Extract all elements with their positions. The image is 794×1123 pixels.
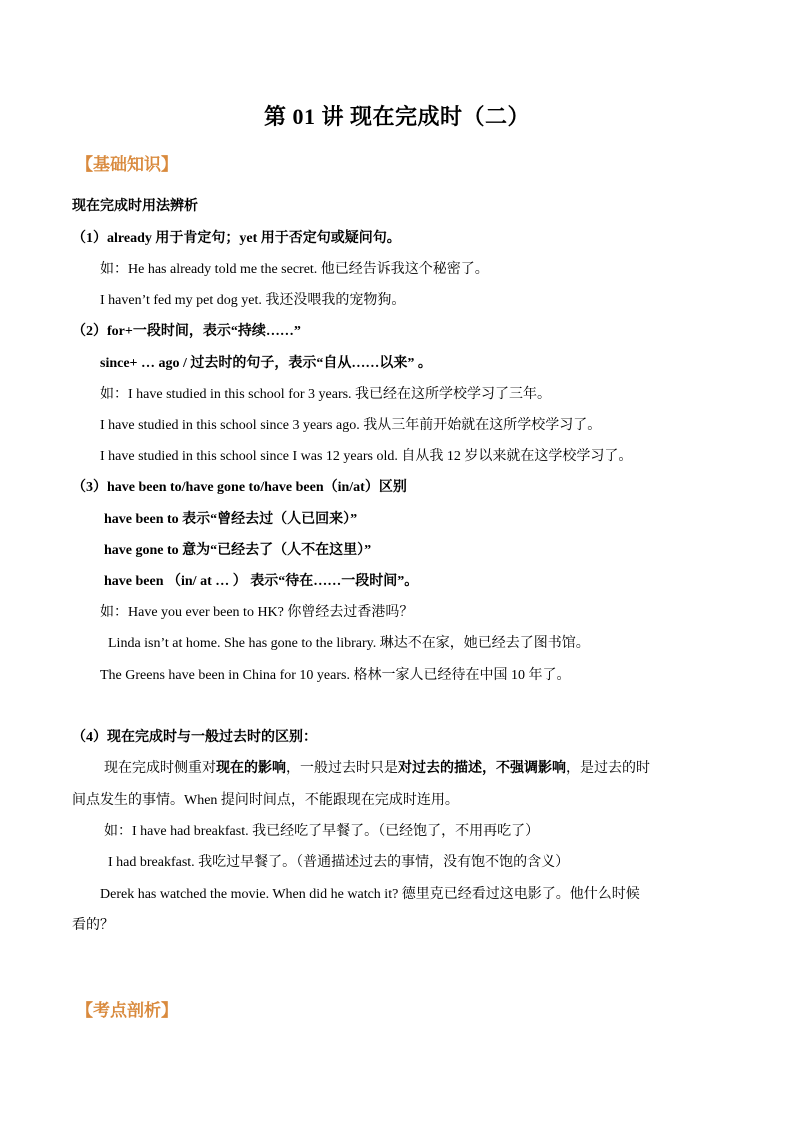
point-4-example-2: I had breakfast. 我吃过早餐了。（普通描述过去的事情，没有饱不饱的含义） — [108, 855, 570, 870]
point-2-heading: （2）for+一段时间，表示“持续……” — [72, 324, 301, 339]
point-3-heading: （3）have been to/have gone to/have been（in/at）区别 — [72, 480, 407, 495]
para-text-a: 现在完成时侧重对 — [104, 761, 216, 776]
section-heading-exam: 【考点剖析】 — [76, 1001, 178, 1021]
page-title: 第 01 讲 现在完成时（二） — [263, 104, 530, 129]
point-3-def-been-to: have been to 表示“曾经去过（人已回来）” — [104, 512, 358, 527]
point-1-heading: （1）already 用于肯定句；yet 用于否定句或疑问句。 — [72, 231, 401, 246]
point-3-example-2: Linda isn’t at home. She has gone to the library. 琳达不在家，她已经去了图书馆。 — [108, 636, 590, 651]
point-4-paragraph-line-2: 间点发生的事情。When 提问时间点，不能跟现在完成时连用。 — [72, 793, 459, 808]
point-1-example-2: I haven’t fed my pet dog yet. 我还没喂我的宠物狗。 — [100, 293, 406, 308]
point-2-since-rule: since+ … ago / 过去时的句子，表示“自从……以来” 。 — [100, 356, 432, 371]
point-3-example-1: 如：Have you ever been to HK? 你曾经去过香港吗？ — [100, 605, 414, 620]
para-text-e: ，是过去的时 — [566, 761, 650, 776]
para-text-c: ，一般过去时只是 — [286, 761, 398, 776]
point-2-example-1: 如：I have studied in this school for 3 years. 我已经在这所学校学习了三年。 — [100, 387, 552, 402]
point-1-example-1: 如：He has already told me the secret. 他已经告诉我这个秘密了。 — [100, 262, 489, 277]
subheading: 现在完成时用法辨析 — [72, 199, 198, 214]
point-4-example-3-line-2: 看的？ — [72, 918, 114, 933]
section-heading-basic: 【基础知识】 — [76, 155, 178, 175]
point-2-example-2: I have studied in this school since 3 years ago. 我从三年前开始就在这所学校学习了。 — [100, 418, 602, 433]
point-4-example-1: 如：I have had breakfast. 我已经吃了早餐了。（已经饱了，不用再吃了） — [104, 824, 540, 839]
point-3-example-3: The Greens have been in China for 10 years. 格林一家人已经待在中国 10 年了。 — [100, 668, 571, 683]
point-2-example-3: I have studied in this school since I was 12 years old. 自从我 12 岁以来就在这学校学习了。 — [100, 449, 633, 464]
point-4-heading: （4）现在完成时与一般过去时的区别： — [72, 730, 317, 745]
para-emphasis-past-description: 对过去的描述，不强调影响 — [398, 761, 566, 776]
point-4-paragraph-line-1 — [104, 760, 650, 778]
point-3-def-gone-to: have gone to 意为“已经去了（人不在这里）” — [104, 543, 372, 558]
para-emphasis-present-impact: 现在的影响 — [216, 761, 286, 776]
point-4-example-3-line-1: Derek has watched the movie. When did he watch it? 德里克已经看过这电影了。他什么时候 — [100, 887, 640, 902]
point-3-def-been-in: have been （in/ at … ） 表示“待在……一段时间”。 — [104, 574, 419, 589]
